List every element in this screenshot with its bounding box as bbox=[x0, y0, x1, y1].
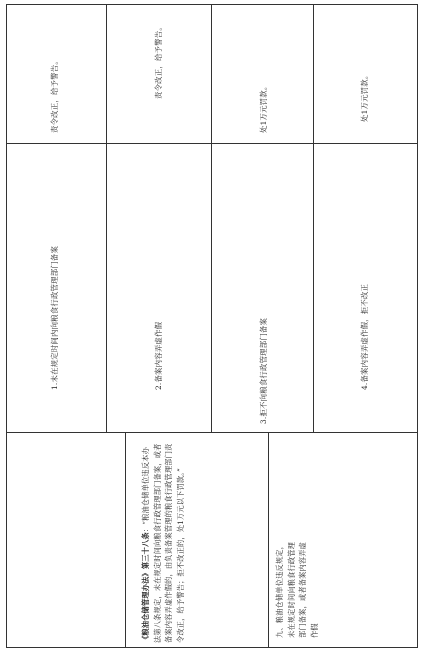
article-title: 九、粮油仓储单位违反规定，未在规定时间向粮食行政管理部门备案，或者备案内容弄虚作假 bbox=[275, 541, 319, 638]
legal-basis bbox=[140, 443, 186, 643]
law-text: ：“粮油仓储单位违反本办法第八条规定，未在规定时间向粮食行政管理部门备案，或者备案内容弄虚作假的，由负责备案管理的粮食行政管理部门责令改正，给予警告；拒不改正的，处1万元以下罚款。” bbox=[141, 443, 185, 643]
penalty-2: 责令改正，给予警告。 bbox=[154, 23, 163, 99]
table-divider-lower bbox=[6, 432, 418, 433]
circumstance-3: 3.拒不向粮食行政管理部门备案 bbox=[259, 317, 268, 424]
penalty-1: 责令改正，给予警告。 bbox=[50, 57, 59, 133]
circumstance-2: 2.备案内容弄虚作假 bbox=[154, 321, 163, 390]
circumstance-1: 1.未在规定时间内向粮食行政管理部门备案 bbox=[50, 245, 59, 390]
column-divider-law bbox=[125, 432, 126, 648]
penalty-table bbox=[6, 4, 418, 648]
column-divider-law-right bbox=[268, 432, 269, 648]
column-divider-2 bbox=[211, 4, 212, 433]
circumstance-4: 4.备案内容弄虚作假，拒不改正 bbox=[360, 283, 369, 390]
law-clause: 第三十八条 bbox=[141, 532, 150, 570]
column-divider-1 bbox=[106, 4, 107, 433]
penalty-4: 处1万元罚款。 bbox=[360, 71, 369, 122]
column-divider-3 bbox=[313, 4, 314, 433]
penalty-3: 处1万元罚款。 bbox=[259, 82, 268, 133]
table-divider-mid bbox=[6, 143, 418, 144]
law-name: 《粮油仓储管理办法》 bbox=[141, 569, 150, 643]
